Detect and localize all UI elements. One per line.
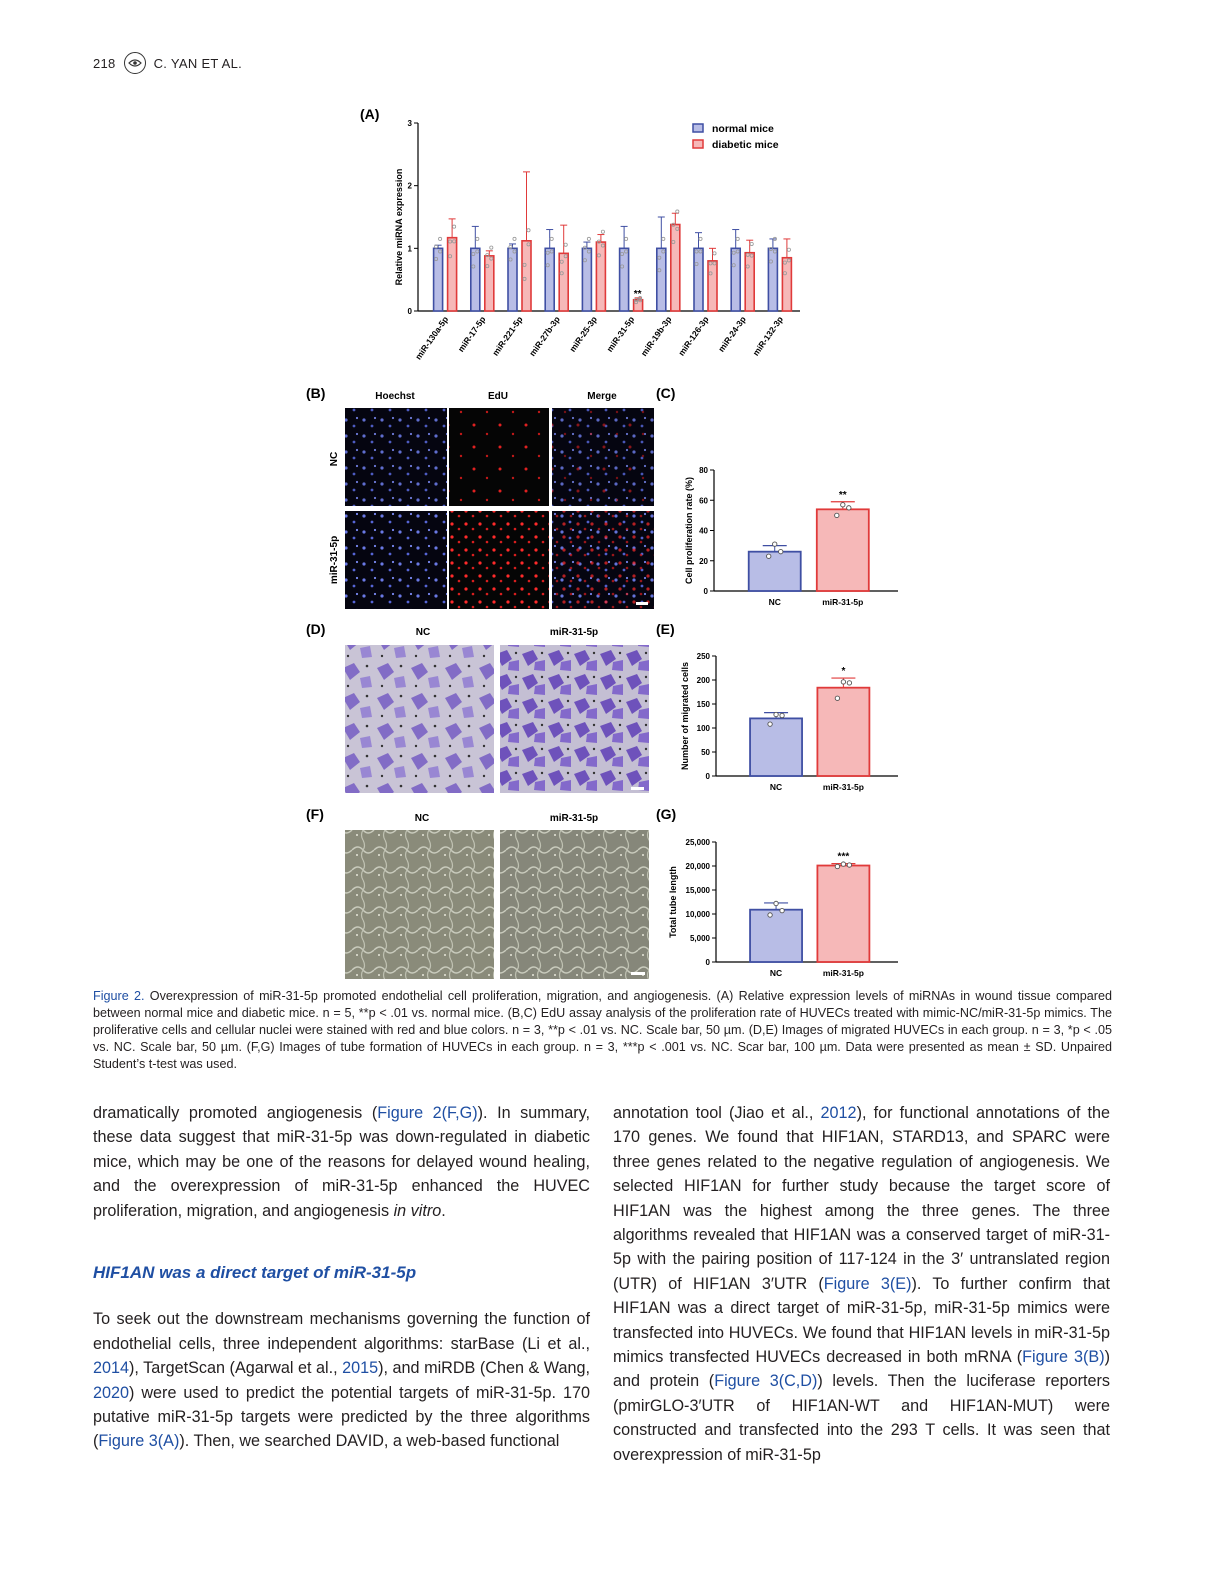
panel-label-g: (G) xyxy=(656,806,677,822)
legend-label: normal mice xyxy=(712,123,774,135)
data-point xyxy=(774,712,778,716)
bar xyxy=(671,225,680,311)
y-axis-title: Total tube length xyxy=(668,866,678,938)
data-point xyxy=(699,237,702,240)
y-tick-label: 60 xyxy=(699,496,708,506)
y-tick-label: 0 xyxy=(705,958,710,967)
bar xyxy=(768,248,777,311)
data-point xyxy=(564,243,567,246)
y-tick-label: 200 xyxy=(696,676,710,685)
x-tick-label: NC xyxy=(768,597,781,607)
data-point xyxy=(676,210,679,213)
x-tick-label: miR-31-5p xyxy=(822,968,864,978)
legend-swatch xyxy=(693,140,703,148)
tube-formation-micrographs xyxy=(345,813,649,979)
data-point xyxy=(767,554,771,558)
y-tick-label: 80 xyxy=(699,466,708,475)
data-point xyxy=(768,722,772,726)
y-tick-label: 0 xyxy=(705,772,710,781)
col-label-mir31-d: miR-31-5p xyxy=(549,627,599,638)
data-point xyxy=(835,864,839,868)
col-label-edu: EdU xyxy=(488,391,508,402)
x-tick-label: miR-25-3p xyxy=(567,314,600,354)
legend-label: diabetic mice xyxy=(712,139,779,151)
y-tick-label: 50 xyxy=(701,748,710,757)
caption-text: Overexpression of miR-31-5p promoted endothelial cell proliferation, migration, and angiogenesis. (A) Relative expression levels of miRNAs in wound tissue compared between normal mice and diabetic mice. n = 5, **p < .01 vs. normal mice. (B,C) EdU assay analysis of the proliferation rate of HUVECs treated with mimic-NC/miR-31-5p mimics. The proliferative cells and cellular nuclei were stained with red and blue colors. n = 3, **p < .01 vs. NC. Scale bar, 50 µm. (D,E) Images of migrated HUVECs in each group. n = 3, *p < .05 vs. NC. Scale bar, 50 µm. (F,G) Images of tube formation of HUVECs in each group. n = 3, ***p < .001 vs. NC. Scar bar, 100 µm. Data were presented as mean ± SD. Unpaired Student’s t-test was used. xyxy=(93,989,1113,1071)
panel-label-d: (D) xyxy=(306,621,326,637)
chart-c-proliferation xyxy=(684,466,898,607)
y-tick-label: 40 xyxy=(699,526,708,536)
bar xyxy=(448,238,457,311)
right-column xyxy=(613,1101,1110,1467)
data-point xyxy=(787,248,790,251)
bar xyxy=(582,248,591,311)
x-tick-label: miR-17-5p xyxy=(455,314,488,354)
y-axis-title: Relative miRNA expression xyxy=(394,168,404,286)
link-ref-2012[interactable]: 2012 xyxy=(820,1104,857,1122)
x-tick-label: miR-27b-3p xyxy=(527,314,562,359)
y-tick-label: 0 xyxy=(703,587,708,596)
y-tick-label: 20,000 xyxy=(685,862,710,871)
caption-label: Figure 2. xyxy=(93,989,145,1003)
significance-label: *** xyxy=(837,851,850,863)
link-figure-2fg[interactable]: Figure 2(F,G) xyxy=(377,1104,478,1122)
y-tick-label: 100 xyxy=(696,724,710,733)
chart-a-mirna-expression xyxy=(394,119,800,362)
data-point xyxy=(490,246,493,249)
data-point xyxy=(847,506,851,510)
y-tick-label: 2 xyxy=(407,181,412,191)
col-label-hoechst: Hoechst xyxy=(375,391,415,402)
data-point xyxy=(773,542,777,546)
figure-caption xyxy=(93,988,1112,1073)
panel-label-b: (B) xyxy=(306,385,326,401)
x-tick-label: NC xyxy=(769,782,783,792)
y-tick-label: 20 xyxy=(699,556,708,566)
x-tick-label: miR-24-3p xyxy=(716,314,748,354)
x-tick-label: miR-126-3p xyxy=(676,314,711,358)
x-tick-label: miR-221-5p xyxy=(490,314,525,358)
col-label-nc-d: NC xyxy=(415,627,431,638)
row-label-mir31: miR-31-5p xyxy=(329,535,340,585)
data-point xyxy=(713,252,716,255)
bar xyxy=(559,253,568,311)
data-point xyxy=(841,503,845,507)
data-point xyxy=(835,513,839,517)
panel-label-f: (F) xyxy=(306,806,324,822)
x-tick-label: miR-31-5p xyxy=(822,782,864,792)
bar xyxy=(620,248,629,311)
scale-bar xyxy=(636,602,648,605)
bar xyxy=(750,910,802,962)
bar xyxy=(485,256,494,311)
bar xyxy=(596,242,605,311)
bar xyxy=(545,248,554,311)
panel-label-e: (E) xyxy=(656,621,675,637)
bar xyxy=(750,718,802,776)
bar xyxy=(817,688,869,776)
col-label-nc-f: NC xyxy=(414,813,430,824)
x-tick-label: miR-31-5p xyxy=(822,597,864,607)
data-point xyxy=(779,549,783,553)
author-running-head: C. YAN ET AL. xyxy=(153,55,243,71)
data-point xyxy=(835,696,839,700)
panel-label-c: (C) xyxy=(656,385,676,401)
data-point xyxy=(476,237,479,240)
data-point xyxy=(847,863,851,867)
data-point xyxy=(527,229,530,232)
link-ref-2015[interactable]: 2015 xyxy=(342,1359,379,1378)
bar xyxy=(694,248,703,311)
data-point xyxy=(780,908,784,912)
x-tick-label: NC xyxy=(769,968,783,978)
bar xyxy=(782,258,791,311)
data-point xyxy=(625,237,628,240)
paragraph-2: To seek out the downstream mechanisms governing the function of endothelial cells, three independent algorithms: starBase (Li et al., 2014), TargetScan (Agarwal et al., 2015), and miRDB (Chen & Wang, 2020) were used to predict the potential targets of miR-31-5p. 170 putative miR-31-5p targets were predicted by the three algorithms (Figure 3(A)). Then, we searched DAVID, a web-based functional xyxy=(93,1310,590,1451)
data-point xyxy=(453,225,456,228)
y-tick-label: 5,000 xyxy=(689,934,710,943)
y-axis-title: Cell proliferation rate (%) xyxy=(684,476,694,585)
chart-e-migration xyxy=(680,652,898,792)
link-figure-3a[interactable]: Figure 3(A) xyxy=(98,1432,180,1451)
y-axis-title: Number of migrated cells xyxy=(680,661,690,771)
paragraph-1: dramatically promoted angiogenesis (Figure 2(F,G)). In summary, these data suggest that miR-31-5p was down-regulated in diabetic mice, which may be one of the reasons for delayed wound healing, and the overexpression of miR-31-5p enhanced the HUVEC proliferation, migration, and angiogenesis in vitro. xyxy=(93,1104,590,1220)
bar xyxy=(522,241,531,311)
link-ref-2020[interactable]: 2020 xyxy=(93,1383,130,1402)
x-tick-label: miR-31-5p xyxy=(604,314,637,354)
section-heading: HIF1AN was a direct target of miR-31-5p xyxy=(93,1263,417,1283)
significance-label: * xyxy=(841,666,846,678)
link-figure-3b[interactable]: Figure 3(B) xyxy=(1022,1348,1105,1367)
chart-g-tube-length xyxy=(668,838,898,978)
col-label-merge: Merge xyxy=(587,391,617,402)
left-column xyxy=(93,1101,590,1454)
significance-label: ** xyxy=(838,489,847,501)
data-point xyxy=(750,242,753,245)
data-point xyxy=(601,230,604,233)
y-tick-label: 25,000 xyxy=(685,838,710,847)
data-point xyxy=(768,913,772,917)
bar xyxy=(708,261,717,311)
data-point xyxy=(513,237,516,240)
y-tick-label: 150 xyxy=(696,700,710,709)
bar xyxy=(731,248,740,311)
page-number: 218 xyxy=(93,55,116,71)
paragraph-3: annotation tool (Jiao et al., 2012), for functional annotations of the 170 genes. We found that HIF1AN, STARD13, and SPARC were three genes related to the negative regulation of angiogenesis. We selected HIF1AN for further study because the target score of HIF1AN was the highest among the three genes. The three algorithms revealed that HIF1AN was a conserved target of miR-31-5p with the pairing position of 117-124 in the 3′ untranslated region (UTR) of HIF1AN 3′UTR (Figure 3(E)). To further confirm that HIF1AN was a direct target of miR-31-5p, miR-31-5p mimics were transfected into HUVECs. We found that HIF1AN levels in miR-31-5p mimics transfected HUVECs decreased in both mRNA (Figure 3(B)) and protein (Figure 3(C,D)) levels. Then the luciferase reporters (pmirGLO-3′UTR of HIF1AN-WT and HIF1AN-MUT) were constructed and transfected into the 293 T cells. It was seen that overexpression of miR-31-5p xyxy=(613,1104,1111,1464)
y-tick-label: 250 xyxy=(696,652,710,661)
bar xyxy=(508,248,517,311)
y-tick-label: 15,000 xyxy=(685,886,710,895)
legend-swatch xyxy=(693,124,703,132)
bar xyxy=(749,552,801,591)
data-point xyxy=(774,901,778,905)
x-tick-label: miR-132-3p xyxy=(750,314,786,358)
data-point xyxy=(847,681,851,685)
y-tick-label: 1 xyxy=(407,244,412,254)
link-ref-2014[interactable]: 2014 xyxy=(93,1359,130,1378)
data-point xyxy=(550,237,553,240)
panel-label-a: (A) xyxy=(360,106,380,122)
bar xyxy=(817,866,869,962)
data-point xyxy=(587,237,590,240)
bar xyxy=(817,509,869,591)
data-point xyxy=(780,713,784,717)
data-point xyxy=(841,680,845,684)
row-label-nc: NC xyxy=(329,451,340,467)
y-tick-label: 3 xyxy=(407,119,412,128)
edu-micrograph-grid xyxy=(329,391,654,609)
data-point xyxy=(439,237,442,240)
data-point xyxy=(662,237,665,240)
x-tick-label: miR-19b-3p xyxy=(638,314,674,359)
migration-micrographs xyxy=(345,627,649,793)
y-tick-label: 10,000 xyxy=(685,910,710,919)
data-point xyxy=(736,237,739,240)
col-label-mir31-f: miR-31-5p xyxy=(549,813,599,824)
y-tick-label: 0 xyxy=(407,307,412,316)
significance-label: ** xyxy=(633,289,642,300)
bar xyxy=(471,248,480,311)
bar xyxy=(745,253,754,311)
x-tick-label: miR-130a-5p xyxy=(413,314,451,362)
link-figure-3e[interactable]: Figure 3(E) xyxy=(823,1274,912,1293)
link-figure-3cd[interactable]: Figure 3(C,D) xyxy=(714,1372,818,1391)
